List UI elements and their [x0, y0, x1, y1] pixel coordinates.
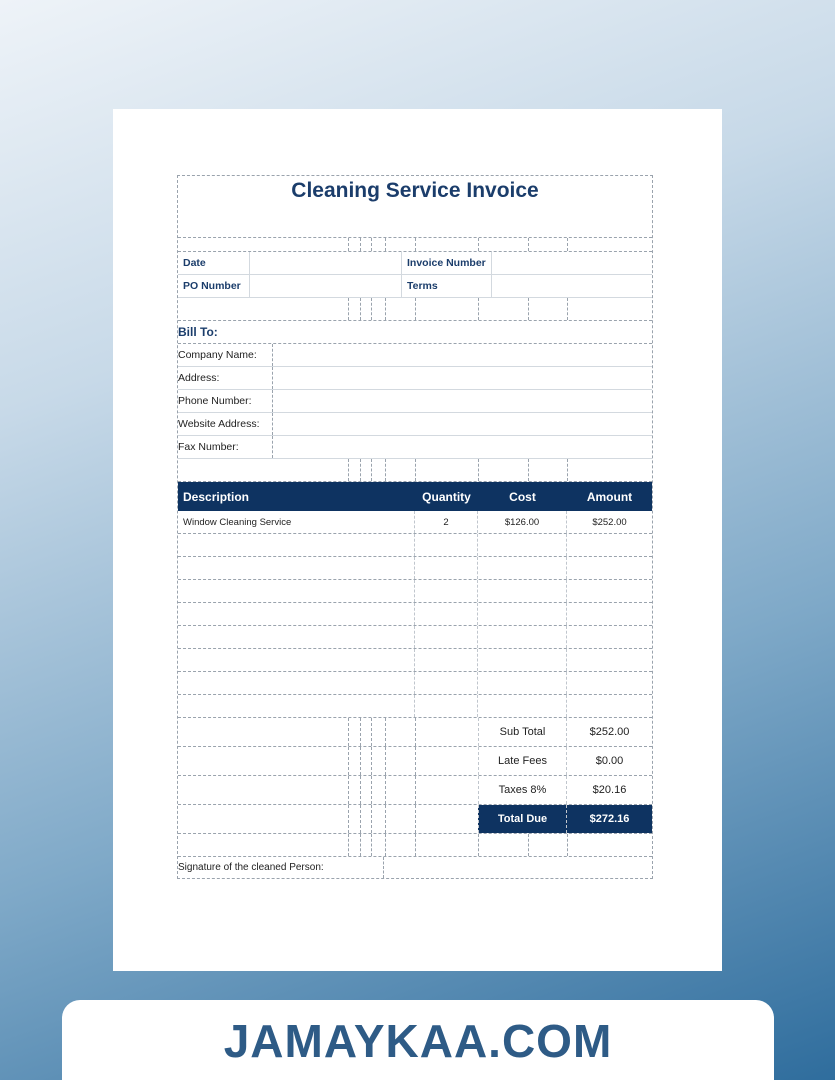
- total-due-row: [178, 805, 652, 834]
- table-row: [178, 511, 652, 534]
- terms-label: Terms: [402, 275, 492, 297]
- late-fees-value: $0.00: [595, 755, 624, 767]
- table-row: [178, 603, 652, 626]
- bill-to-row: [178, 413, 652, 436]
- company-name-value[interactable]: [273, 344, 652, 366]
- spacer-row: [178, 238, 652, 252]
- subtotal-row: [178, 718, 652, 747]
- table-row: [178, 557, 652, 580]
- bill-to-row: [178, 436, 652, 459]
- header-amount: Amount: [586, 489, 633, 504]
- item-cost[interactable]: $126.00: [478, 511, 567, 533]
- po-row: [178, 275, 652, 298]
- subtotal-label: Sub Total: [478, 718, 567, 746]
- table-row: [178, 580, 652, 603]
- header-cost: Cost: [509, 489, 536, 504]
- invoice-sheet: [177, 175, 653, 879]
- spacer-row: [178, 459, 652, 482]
- table-row: [178, 649, 652, 672]
- website-address-label: Website Address:: [178, 413, 273, 435]
- phone-number-value[interactable]: [273, 390, 652, 412]
- signature-row: [178, 857, 652, 878]
- bill-to-label: Bill To:: [178, 325, 218, 339]
- po-number-label: PO Number: [178, 275, 250, 297]
- bill-to-row: [178, 344, 652, 367]
- table-row: [178, 626, 652, 649]
- late-fees-label: Late Fees: [478, 747, 567, 775]
- item-description[interactable]: Window Cleaning Service: [178, 511, 415, 533]
- brand-logo-text[interactable]: JAMAYKAA.COM: [223, 1015, 613, 1067]
- signature-field[interactable]: [384, 857, 652, 878]
- bill-to-row: [178, 367, 652, 390]
- phone-number-label: Phone Number:: [178, 390, 273, 412]
- invoice-number-label: Invoice Number: [402, 252, 492, 274]
- address-label: Address:: [178, 367, 273, 389]
- website-address-value[interactable]: [273, 413, 652, 435]
- table-row: [178, 695, 652, 718]
- date-label: Date: [178, 252, 250, 274]
- fax-number-label: Fax Number:: [178, 436, 273, 458]
- header-quantity: Quantity: [422, 489, 471, 504]
- date-row: [178, 252, 652, 275]
- items-table-header: [178, 482, 652, 511]
- item-amount[interactable]: $252.00: [592, 516, 627, 528]
- taxes-label: Taxes 8%: [478, 776, 567, 804]
- invoice-number-value[interactable]: [492, 252, 652, 274]
- subtotal-value: $252.00: [589, 726, 630, 738]
- spacer-row: [178, 298, 652, 321]
- signature-label: Signature of the cleaned Person:: [178, 857, 384, 878]
- late-fees-row: [178, 747, 652, 776]
- address-value[interactable]: [273, 367, 652, 389]
- date-value[interactable]: [250, 252, 402, 274]
- po-number-value[interactable]: [250, 275, 402, 297]
- fax-number-value[interactable]: [273, 436, 652, 458]
- spacer-row: [178, 834, 652, 857]
- taxes-row: [178, 776, 652, 805]
- terms-value[interactable]: [492, 275, 652, 297]
- table-row: [178, 534, 652, 557]
- item-quantity[interactable]: 2: [415, 511, 478, 533]
- total-due-label: Total Due: [478, 805, 567, 833]
- taxes-value: $20.16: [592, 784, 627, 796]
- brand-banner: [62, 1000, 774, 1080]
- header-description: Description: [183, 489, 250, 504]
- bill-to-heading: [178, 321, 652, 344]
- invoice-paper: [113, 109, 722, 971]
- table-row: [178, 672, 652, 695]
- company-name-label: Company Name:: [178, 344, 273, 366]
- bill-to-row: [178, 390, 652, 413]
- invoice-title: Cleaning Service Invoice: [178, 176, 652, 238]
- total-due-value: $272.16: [567, 805, 652, 833]
